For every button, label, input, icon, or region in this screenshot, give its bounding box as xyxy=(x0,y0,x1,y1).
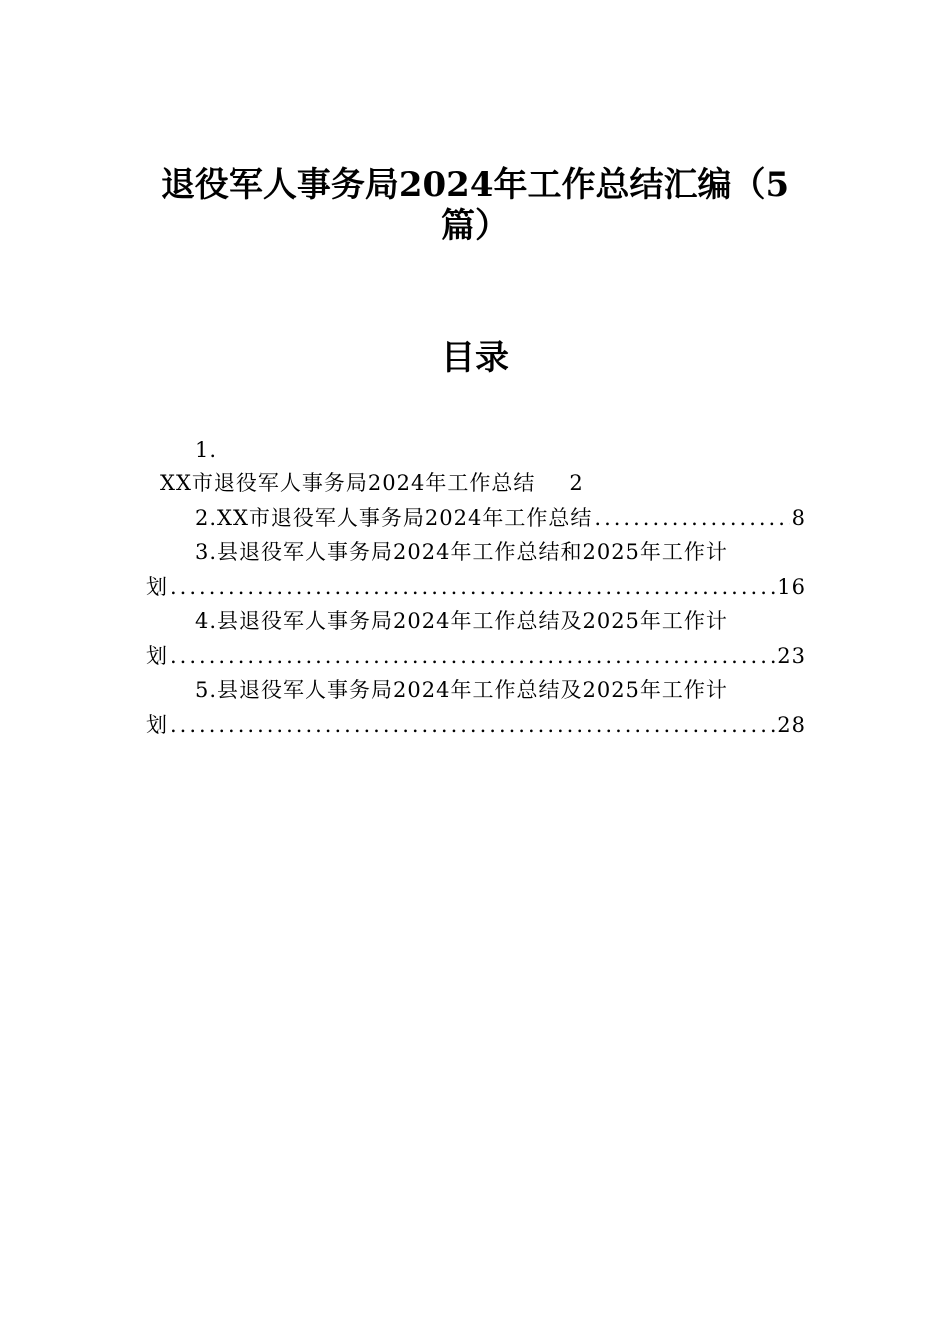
document-title-line-1: 退役军人事务局2024年工作总结汇编（5 xyxy=(160,165,790,205)
toc-entry-5-text-line-1[interactable]: 5.县退役军人事务局2024年工作总结及2025年工作计 xyxy=(195,678,728,702)
toc-entry-2[interactable] xyxy=(195,505,806,531)
toc-entry-2-page: 8 xyxy=(791,506,806,530)
toc-entry-4[interactable] xyxy=(146,643,806,669)
toc-entry-3[interactable] xyxy=(146,574,806,600)
toc-entry-4-leader xyxy=(170,643,775,669)
toc-entry-2-text: 2.XX市退役军人事务局2024年工作总结 xyxy=(195,506,593,530)
toc-entry-1-number[interactable]: 1. xyxy=(195,438,218,462)
document-title-line-2: 篇） xyxy=(441,206,509,246)
toc-entry-3-leader xyxy=(170,574,775,600)
toc-entry-4-text-line-1[interactable]: 4.县退役军人事务局2024年工作总结及2025年工作计 xyxy=(195,609,728,633)
toc-entry-1-text: XX市退役军人事务局2024年工作总结 xyxy=(160,471,536,495)
toc-heading: 目录 xyxy=(441,338,509,378)
toc-entry-4-page: 23 xyxy=(777,644,806,668)
toc-entry-5[interactable] xyxy=(146,712,806,738)
toc-entry-1[interactable] xyxy=(160,470,584,496)
toc-entry-5-leader xyxy=(170,712,775,738)
toc-entry-4-text-line-2: 划 xyxy=(146,644,168,668)
toc-entry-3-text-line-2: 划 xyxy=(146,575,168,599)
toc-entry-5-text-line-2: 划 xyxy=(146,713,168,737)
toc-entry-5-page: 28 xyxy=(777,713,806,737)
toc-entry-3-text-line-1[interactable]: 3.县退役军人事务局2024年工作总结和2025年工作计 xyxy=(195,540,728,564)
toc-entry-2-leader xyxy=(594,505,789,531)
toc-entry-1-page: 2 xyxy=(569,471,584,495)
toc-entry-3-page: 16 xyxy=(777,575,806,599)
